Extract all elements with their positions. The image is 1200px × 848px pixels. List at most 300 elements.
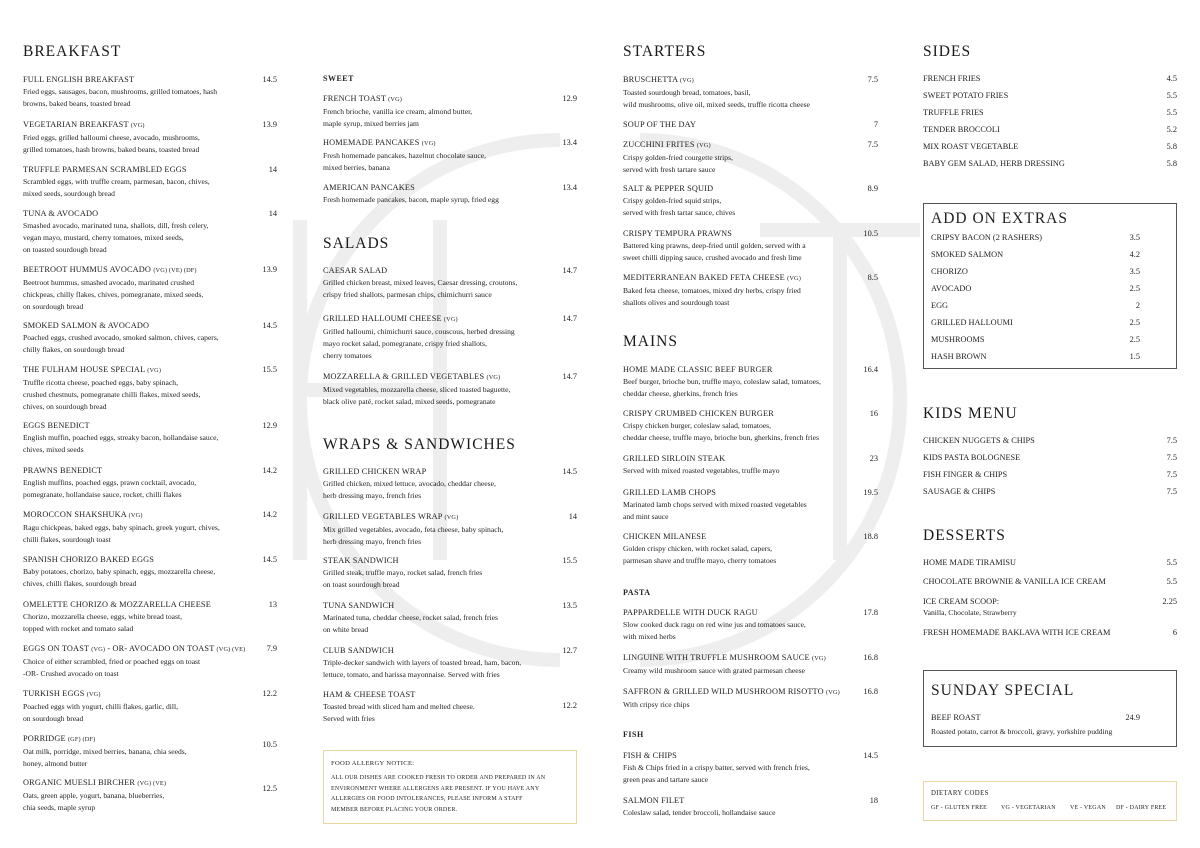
item-name: TRUFFLE PARMESAN SCRAMBLED EGGS (23, 165, 187, 174)
item-name: EGGS BENEDICT (23, 421, 90, 430)
section-title-salads: SALADS (323, 235, 390, 252)
item-name: ZUCCHINI FRITES (VG) (623, 140, 711, 149)
item-description: parmesan shave and truffle mayo, cherry tomatoes (623, 556, 777, 565)
salads-item (323, 371, 577, 407)
item-name: MEDITERRANEAN BAKED FETA CHEESE (VG) (623, 273, 801, 282)
item-description: chives, on sourdough bread (23, 402, 107, 411)
item-description: on sourdough bread (23, 714, 84, 723)
dietary-tag: (VG) (VE) (216, 646, 246, 653)
item-price: 16.8 (863, 687, 878, 696)
section-title-sides: SIDES (923, 43, 972, 60)
item-price: 14.2 (262, 510, 277, 519)
item-description: Grilled steak, truffle mayo, rocket salad, french fries (323, 568, 483, 577)
item-description: Chorizo, mozzarella cheese, eggs, white bread toast, (23, 612, 182, 621)
item-price: 18.8 (863, 532, 878, 541)
item-name: SALMON FILET (623, 796, 685, 805)
breakfast-item (23, 364, 277, 412)
item-name: AMERICAN PANCAKES (323, 183, 415, 192)
item-description: Mix grilled vegetables, avocado, feta cheese, baby spinach, (323, 525, 504, 534)
item-price: 14 (268, 209, 277, 218)
item-name: ORGANIC MUESLI BIRCHER (VG) (VE) (23, 778, 167, 787)
breakfast-item (23, 465, 277, 500)
sunday-item-description: Roasted potato, carrot & broccoli, gravy, yorkshire pudding (931, 727, 1113, 736)
mains-item (623, 364, 878, 399)
item-name: SMOKED SALMON & AVOCADO (23, 321, 150, 330)
sweet-item (323, 182, 577, 205)
kids-item-price: 7.5 (1166, 470, 1177, 479)
kids-item-name: FISH FINGER & CHIPS (923, 470, 1008, 479)
extra-item-price: 4.2 (1129, 250, 1140, 259)
dietary-tag: (VG) (680, 77, 694, 84)
starters-item (623, 183, 878, 218)
item-description: chilli flakes, sourdough toast (23, 535, 111, 544)
item-name: MOROCCON SHAKSHUKA (VG) (23, 510, 143, 519)
item-description: Beetroot hummus, smashed avocado, marinated crushed (23, 278, 195, 287)
wraps-item (323, 555, 577, 590)
item-description: Smashed avocado, marinated tuna, shallots, dill, fresh celery, (23, 221, 209, 230)
side-item-name: TRUFFLE FRIES (923, 108, 984, 117)
dietary-tag: (VG) (VE) (137, 780, 167, 787)
item-description: browns, baked beans, toasted bread (23, 99, 131, 108)
item-description: Scrambled eggs, with truffle cream, parmesan, bacon, chives, (23, 177, 210, 186)
dietary-tag: (VG) (128, 512, 143, 519)
dietary-tag: (VG) (VE) (DF) (153, 267, 197, 274)
starters-item (623, 272, 878, 308)
item-price: 15.5 (262, 365, 277, 374)
item-description: shallots olives and sourdough toast (623, 298, 730, 307)
item-price: 13.4 (562, 138, 577, 147)
item-description: Grilled chicken, mixed lettuce, avocado, cheddar cheese, (323, 479, 496, 488)
item-name: HOMEMADE PANCAKES (VG) (323, 138, 436, 147)
item-price: 13 (268, 600, 277, 609)
item-price: 7.5 (867, 140, 878, 149)
dietary-tag: (VG) (388, 96, 403, 103)
item-description: cheddar cheese, truffle mayo, brioche bun, gherkins, french fries (623, 433, 819, 442)
item-price: 12.2 (262, 689, 277, 698)
item-description: black olive paté, rocket salad, mixed seeds, pomegranate (323, 397, 496, 406)
item-name: LINGUINE WITH TRUFFLE MUSHROOM SAUCE (VG) (623, 653, 826, 662)
item-price: 13.4 (562, 183, 577, 192)
extras-box (923, 203, 1177, 369)
item-description: on toast sourdough bread (323, 580, 400, 589)
item-description: cheddar cheese, gherkins, french fries (623, 389, 738, 398)
item-name: FRENCH TOAST (VG) (323, 94, 403, 103)
mains-item (623, 487, 878, 522)
item-description: Oats, green apple, yogurt, banana, blueberries, (23, 791, 165, 800)
item-price: 15.5 (562, 556, 577, 565)
section-title-extras: ADD ON EXTRAS (931, 210, 1068, 227)
item-description: Baked feta cheese, tomatoes, mixed dry herbs, crispy fried (623, 286, 801, 295)
extra-item-name: EGG (931, 301, 949, 310)
section-title-fish: FISH (623, 730, 644, 739)
side-item-price: 5.2 (1166, 125, 1177, 134)
allergy-title: FOOD ALLERGY NOTICE: (331, 760, 415, 767)
item-name: CAESAR SALAD (323, 266, 388, 275)
salads-item (323, 313, 577, 361)
dessert-item-description: Vanilla, Chocolate, Strawberry (923, 608, 1017, 617)
item-price: 14.5 (262, 555, 277, 564)
item-name: OMELETTE CHORIZO & MOZZARELLA CHEESE (23, 600, 211, 609)
wraps-item (323, 689, 577, 724)
item-description: Beef burger, brioche bun, truffle mayo, coleslaw salad, tomatoes, (623, 377, 821, 386)
item-description: on white bread (323, 625, 369, 634)
item-description: Fried eggs, grilled halloumi cheese, avocado, mushrooms, (23, 133, 200, 142)
breakfast-item (23, 599, 277, 634)
item-description: honey, almond butter (23, 759, 88, 768)
dietary-code: GF - GLUTEN FREE (931, 805, 988, 811)
dessert-item-name: ICE CREAM SCOOP: (923, 597, 1000, 606)
side-item-name: MIX ROAST VEGETABLE (923, 142, 1019, 151)
item-description: mixed berries, banana (323, 163, 390, 172)
section-title-mains: MAINS (623, 333, 678, 350)
item-description: Crispy golden-fried squid strips, (623, 196, 722, 205)
side-item-name: TENDER BROCCOLI (923, 125, 1000, 134)
breakfast-item (23, 74, 277, 109)
item-description: Coleslaw salad, tender broccoli, hollandaise sauce (623, 808, 776, 817)
dietary-code: DF - DAIRY FREE (1116, 805, 1167, 811)
item-price: 14 (568, 512, 577, 521)
item-description: pomegranate, hollandaise sauce, rocket, chilli flakes (23, 490, 182, 499)
fish-item (623, 795, 878, 818)
item-name: HOME MADE CLASSIC BEEF BURGER (623, 365, 773, 374)
extra-item-name: HASH BROWN (931, 352, 987, 361)
item-name: VEGETARIAN BREAKFAST (VG) (23, 120, 145, 129)
item-name: THE FULHAM HOUSE SPECIAL (VG) (23, 365, 162, 374)
section-title-starters: STARTERS (623, 43, 707, 60)
item-name: GRILLED LAMB CHOPS (623, 488, 717, 497)
item-price: 14.5 (562, 467, 577, 476)
extra-item-price: 3.5 (1129, 233, 1140, 242)
side-item-name: FRENCH FRIES (923, 74, 981, 83)
dietary-tag: (VG) (86, 691, 101, 698)
allergy-notice (323, 750, 577, 824)
extra-item-price: 2.5 (1129, 318, 1140, 327)
dietary-tag: (GF) (DF) (67, 736, 96, 743)
item-description: grilled tomatoes, hash browns, baked beans, toasted bread (23, 145, 200, 154)
item-price: 10.5 (262, 740, 277, 749)
item-price: 14.2 (262, 466, 277, 475)
section-title-kids: KIDS MENU (923, 405, 1018, 422)
item-description: Fresh homemade pancakes, hazelnut chocolate sauce, (323, 151, 486, 160)
item-description: wild mushrooms, olive oil, mixed seeds, truffle ricotta cheese (623, 100, 810, 109)
extra-item-name: MUSHROOMS (931, 335, 985, 344)
item-price: 13.5 (562, 601, 577, 610)
item-name: CRISPY CRUMBED CHICKEN BURGER (623, 409, 774, 418)
item-price: 16.8 (863, 653, 878, 662)
kids-item-price: 7.5 (1166, 453, 1177, 462)
extra-item-price: 1.5 (1129, 352, 1140, 361)
item-description: Choice of either scrambled, fried or poached eggs on toast (23, 657, 201, 666)
salads-item (323, 265, 577, 300)
side-item-price: 5.8 (1166, 142, 1177, 151)
mains-item (623, 531, 878, 566)
extra-item-name: AVOCADO (931, 284, 972, 293)
item-description: topped with rocket and tomato salad (23, 624, 134, 633)
side-item-price: 4.5 (1166, 74, 1177, 83)
allergy-text: ALLERGIES OR FOOD INTOLERANCES, PLEASE INFORM A STAFF (331, 796, 523, 802)
item-description: vegan mayo, mustard, cherry tomatoes, mixed seeds, (23, 233, 184, 242)
item-description: Fried eggs, sausages, bacon, mushrooms, grilled tomatoes, hash (23, 87, 218, 96)
item-description: Poached eggs with yogurt, chilli flakes, garlic, dill, (23, 702, 179, 711)
item-name: FULL ENGLISH BREAKFAST (23, 75, 135, 84)
dietary-codes-title: DIETARY CODES (931, 790, 989, 797)
kids-item-name: CHICKEN NUGGETS & CHIPS (923, 436, 1035, 445)
pasta-item (623, 607, 878, 642)
item-price: 14.5 (262, 321, 277, 330)
dietary-tag: (VG) (443, 316, 458, 323)
item-name: GRILLED CHICKEN WRAP (323, 467, 427, 476)
item-price: 12.9 (562, 94, 577, 103)
wraps-item (323, 511, 577, 547)
side-item-price: 5.5 (1166, 108, 1177, 117)
dessert-item-name: CHOCOLATE BROWNIE & VANILLA ICE CREAM (923, 577, 1106, 586)
breakfast-item (23, 688, 277, 724)
allergy-text: ENVIRONMENT WHERE ALLERGENS ARE PRESENT. IF YOU HAVE ANY (331, 785, 540, 792)
item-name: EGGS ON TOAST (VG) - OR- AVOCADO ON TOAST (VG) (VE) (23, 644, 246, 653)
sweet-item (323, 93, 577, 129)
dessert-item-price: 5.5 (1166, 558, 1177, 567)
breakfast-item (23, 264, 277, 312)
item-description: lettuce, tomato, and harissa mayonnaise. Served with fries (323, 670, 500, 679)
dietary-tag: (VG) (696, 142, 711, 149)
item-price: 12.7 (562, 646, 577, 655)
extra-item-price: 2 (1135, 301, 1140, 310)
item-price: 13.9 (262, 120, 277, 129)
section-title-wraps: WRAPS & SANDWICHES (323, 436, 516, 453)
kids-item-price: 7.5 (1166, 436, 1177, 445)
item-description: crushed chestnuts, pomegranate chilli flakes, mixed seeds, (23, 390, 201, 399)
extra-item-price: 3.5 (1129, 267, 1140, 276)
item-price: 10.5 (863, 229, 878, 238)
item-description: chives, mixed seeds (23, 445, 84, 454)
item-price: 17.8 (863, 608, 878, 617)
kids-item-name: KIDS PASTA BOLOGNESE (923, 453, 1021, 462)
item-description: Served with mixed roasted vegetables, truffle mayo (623, 466, 780, 475)
sweet-item (323, 137, 577, 173)
item-name: HAM & CHEESE TOAST (323, 690, 416, 699)
breakfast-item (23, 509, 277, 545)
item-description: green peas and tartare sauce (623, 775, 709, 784)
item-price: 14.5 (262, 75, 277, 84)
item-description: Fish & Chips fried in a crispy batter, served with french fries, (623, 763, 810, 772)
item-price: 12.5 (262, 784, 277, 793)
item-name: FISH & CHIPS (623, 751, 677, 760)
section-title-pasta: PASTA (623, 588, 651, 597)
item-price: 14.5 (863, 751, 878, 760)
dietary-tag: (VG) (826, 689, 840, 696)
item-name: PORRIDGE (GF) (DF) (23, 734, 96, 743)
item-name: CHICKEN MILANESE (623, 532, 707, 541)
extra-item-name: CHORIZO (931, 267, 968, 276)
extra-item-name: GRILLED HALLOUMI (931, 318, 1013, 327)
item-description: and mint sauce (623, 512, 669, 521)
item-price: 23 (869, 454, 878, 463)
item-description: crispy fried shallots, parmesan chips, chimichurri sauce (323, 290, 492, 299)
item-name: BEETROOT HUMMUS AVOCADO (VG) (VE) (DF) (23, 265, 197, 274)
breakfast-item (23, 320, 277, 355)
item-name: TURKISH EGGS (VG) (23, 689, 101, 698)
dietary-tag: (VG) (486, 374, 501, 381)
side-item-name: SWEET POTATO FRIES (923, 91, 1009, 100)
side-item-name: BABY GEM SALAD, HERB DRESSING (923, 159, 1065, 168)
item-description: Marinated tuna, cheddar cheese, rocket salad, french fries (323, 613, 498, 622)
item-price: 8.5 (867, 273, 878, 282)
item-name: GRILLED VEGETABLES WRAP (VG) (323, 512, 459, 521)
side-item-price: 5.5 (1166, 91, 1177, 100)
mains-item (623, 408, 878, 443)
extra-item-name: SMOKED SALMON (931, 250, 1004, 259)
kids-item-price: 7.5 (1166, 487, 1177, 496)
item-description: Poached eggs, crushed avocado, smoked salmon, chives, capers, (23, 333, 219, 342)
item-price: 14 (268, 165, 277, 174)
dietary-codes-box (923, 781, 1177, 821)
item-description: Truffle ricotta cheese, poached eggs, baby spinach, (23, 378, 178, 387)
dietary-code: VE - VEGAN (1070, 805, 1106, 811)
dietary-tag: (VG) (787, 275, 801, 282)
fish-item (623, 750, 878, 785)
item-name: SALT & PEPPER SQUID (623, 184, 714, 193)
item-description: Crispy chicken burger, coleslaw salad, tomatoes, (623, 421, 772, 430)
dietary-tag: (VG) (91, 646, 106, 653)
item-price: 18 (869, 796, 878, 805)
breakfast-item (23, 119, 277, 155)
breakfast-item (23, 777, 277, 813)
section-title-sweet: SWEET (323, 74, 354, 83)
section-title-breakfast: BREAKFAST (23, 43, 122, 60)
item-price: 7.9 (266, 644, 277, 653)
item-name: SPANISH CHORIZO BAKED EGGS (23, 555, 155, 564)
item-description: English muffins, poached eggs, prawn cocktail, avocado, (23, 478, 197, 487)
item-description: Marinated lamb chops served with mixed roasted vegetables (623, 500, 807, 509)
item-description: sweet chilli dipping sauce, crushed avocado and fresh lime (623, 253, 802, 262)
item-description: on sourdough bread (23, 302, 84, 311)
item-description: Slow cooked duck ragu on red wine jus and tomatoes sauce, (623, 620, 806, 629)
sunday-item-name: BEEF ROAST (931, 713, 981, 722)
item-description: herb dressing mayo, french fries (323, 491, 422, 500)
item-description: With cripsy rice chips (623, 700, 690, 709)
mains-item (623, 453, 878, 476)
item-price: 14.7 (562, 372, 577, 381)
starters-item (623, 139, 878, 175)
item-description: Fresh homemade pancakes, bacon, maple syrup, fried egg (323, 195, 499, 204)
wraps-item (323, 466, 577, 501)
item-price: 12.2 (562, 701, 577, 710)
item-name: PAPPARDELLE WITH DUCK RAGU (623, 608, 758, 617)
side-item-price: 5.8 (1166, 159, 1177, 168)
item-price: 16 (869, 409, 878, 418)
starters-item (623, 74, 878, 110)
section-title-sunday: SUNDAY SPECIAL (931, 682, 1075, 699)
item-description: herb dressing mayo, french fries (323, 537, 422, 546)
dietary-code: VG - VEGETARIAN (1001, 805, 1056, 811)
item-description: Baby potatoes, chorizo, baby spinach, eggs, mozzarella cheese, (23, 567, 216, 576)
dessert-item-name: HOME MADE TIRAMISU (923, 558, 1016, 567)
item-name: CLUB SANDWICH (323, 646, 394, 655)
item-price: 16.4 (863, 365, 878, 374)
item-description: cherry tomatoes (323, 351, 372, 360)
item-description: chickpeas, chilly flakes, chives, pomegranate, mixed seeds, (23, 290, 204, 299)
item-description: served with fresh tartare sauce (623, 165, 716, 174)
item-description: chia seeds, maple syrup (23, 803, 96, 812)
dietary-tag: (VG) (130, 122, 145, 129)
item-description: Triple-decker sandwich with layers of toasted bread, ham, bacon, (323, 658, 522, 667)
extra-item-price: 2.5 (1129, 284, 1140, 293)
item-description: chives, chilli flakes, sourdough bread (23, 579, 137, 588)
dessert-item-price: 5.5 (1166, 577, 1177, 586)
allergy-text: ALL OUR DISHES ARE COOKED FRESH TO ORDER AND PREPARED IN AN (331, 775, 546, 781)
item-price: 14.7 (562, 314, 577, 323)
item-name: BRUSCHETTA (VG) (623, 75, 694, 84)
wraps-item (323, 600, 577, 635)
item-description: Crispy golden-fried courgette strips, (623, 153, 733, 162)
item-description: French brioche, vanilla ice cream, almond butter, (323, 107, 473, 116)
item-name: TUNA SANDWICH (323, 601, 395, 610)
breakfast-item (23, 733, 277, 769)
item-description: chilly flakes, on sourdough bread (23, 345, 125, 354)
item-description: Toasted bread with sliced ham and melted cheese. (323, 702, 475, 711)
starters-item (623, 228, 878, 263)
item-name: TUNA & AVOCADO (23, 209, 99, 218)
breakfast-item (23, 554, 277, 589)
dessert-item-price: 2.25 (1162, 597, 1177, 606)
pasta-item (623, 686, 878, 710)
item-description: -OR- Crushed avocado on toast (23, 669, 119, 678)
item-description: maple syrup, mixed berries jam (323, 119, 419, 128)
allergy-text: MEMBER BEFORE PLACING YOUR ORDER. (331, 806, 458, 813)
item-description: mixed seeds, sourdough bread (23, 189, 115, 198)
dietary-tag: (VG) (421, 140, 436, 147)
item-name: PRAWNS BENEDICT (23, 466, 103, 475)
item-name: SAFFRON & GRILLED WILD MUSHROOM RISOTTO (VG) (623, 687, 840, 696)
item-price: 7.5 (867, 75, 878, 84)
sunday-special-box (923, 670, 1177, 747)
dessert-item-name: FRESH HOMEMADE BAKLAVA WITH ICE CREAM (923, 628, 1111, 637)
item-name: MOZZARELLA & GRILLED VEGETABLES (VG) (323, 372, 501, 381)
item-price: 14.7 (562, 266, 577, 275)
wraps-item (323, 645, 577, 680)
breakfast-item (23, 420, 277, 455)
extra-item-name: CRIPSY BACON (2 RASHERS) (931, 233, 1043, 242)
section-title-desserts: DESSERTS (923, 527, 1006, 544)
item-description: on toasted sourdough bread (23, 245, 107, 254)
item-price: 7 (873, 120, 878, 129)
item-description: Served with fries (323, 714, 375, 723)
dietary-tag: (VG) (147, 367, 162, 374)
item-price: 13.9 (262, 265, 277, 274)
item-description: mayo rocket salad, pomegranate, crispy fried shallots, (323, 339, 487, 348)
item-price: 19.5 (863, 488, 878, 497)
item-description: Toasted sourdough bread, tomatoes, basil, (623, 88, 751, 97)
kids-item-name: SAUSAGE & CHIPS (923, 487, 996, 496)
sunday-item-price: 24.9 (1125, 713, 1140, 722)
dietary-tag: (VG) (444, 514, 459, 521)
breakfast-item (23, 164, 277, 199)
breakfast-item (23, 643, 277, 679)
item-description: Golden crispy chicken, with rocket salad, capers, (623, 544, 773, 553)
starters-item (623, 119, 878, 130)
item-description: Creamy wild mushroom sauce with grated parmesan cheese (623, 666, 805, 675)
dessert-item-price: 6 (1172, 628, 1177, 637)
dietary-tag: (VG) (811, 655, 826, 662)
item-description: Grilled halloumi, chimichurri sauce, couscous, herbed dressing (323, 327, 515, 336)
item-description: served with fresh tartar sauce, chives (623, 208, 736, 217)
item-price: 8.9 (867, 184, 878, 193)
item-description: Oat milk, porridge, mixed berries, banana, chia seeds, (23, 747, 187, 756)
item-description: with mixed herbs (623, 632, 676, 641)
item-name: GRILLED HALLOUMI CHEESE (VG) (323, 314, 458, 323)
item-description: Battered king prawns, deep-fried until golden, served with a (623, 241, 806, 250)
item-description: Grilled chicken breast, mixed leaves, Caesar dressing, croutons, (323, 278, 518, 287)
